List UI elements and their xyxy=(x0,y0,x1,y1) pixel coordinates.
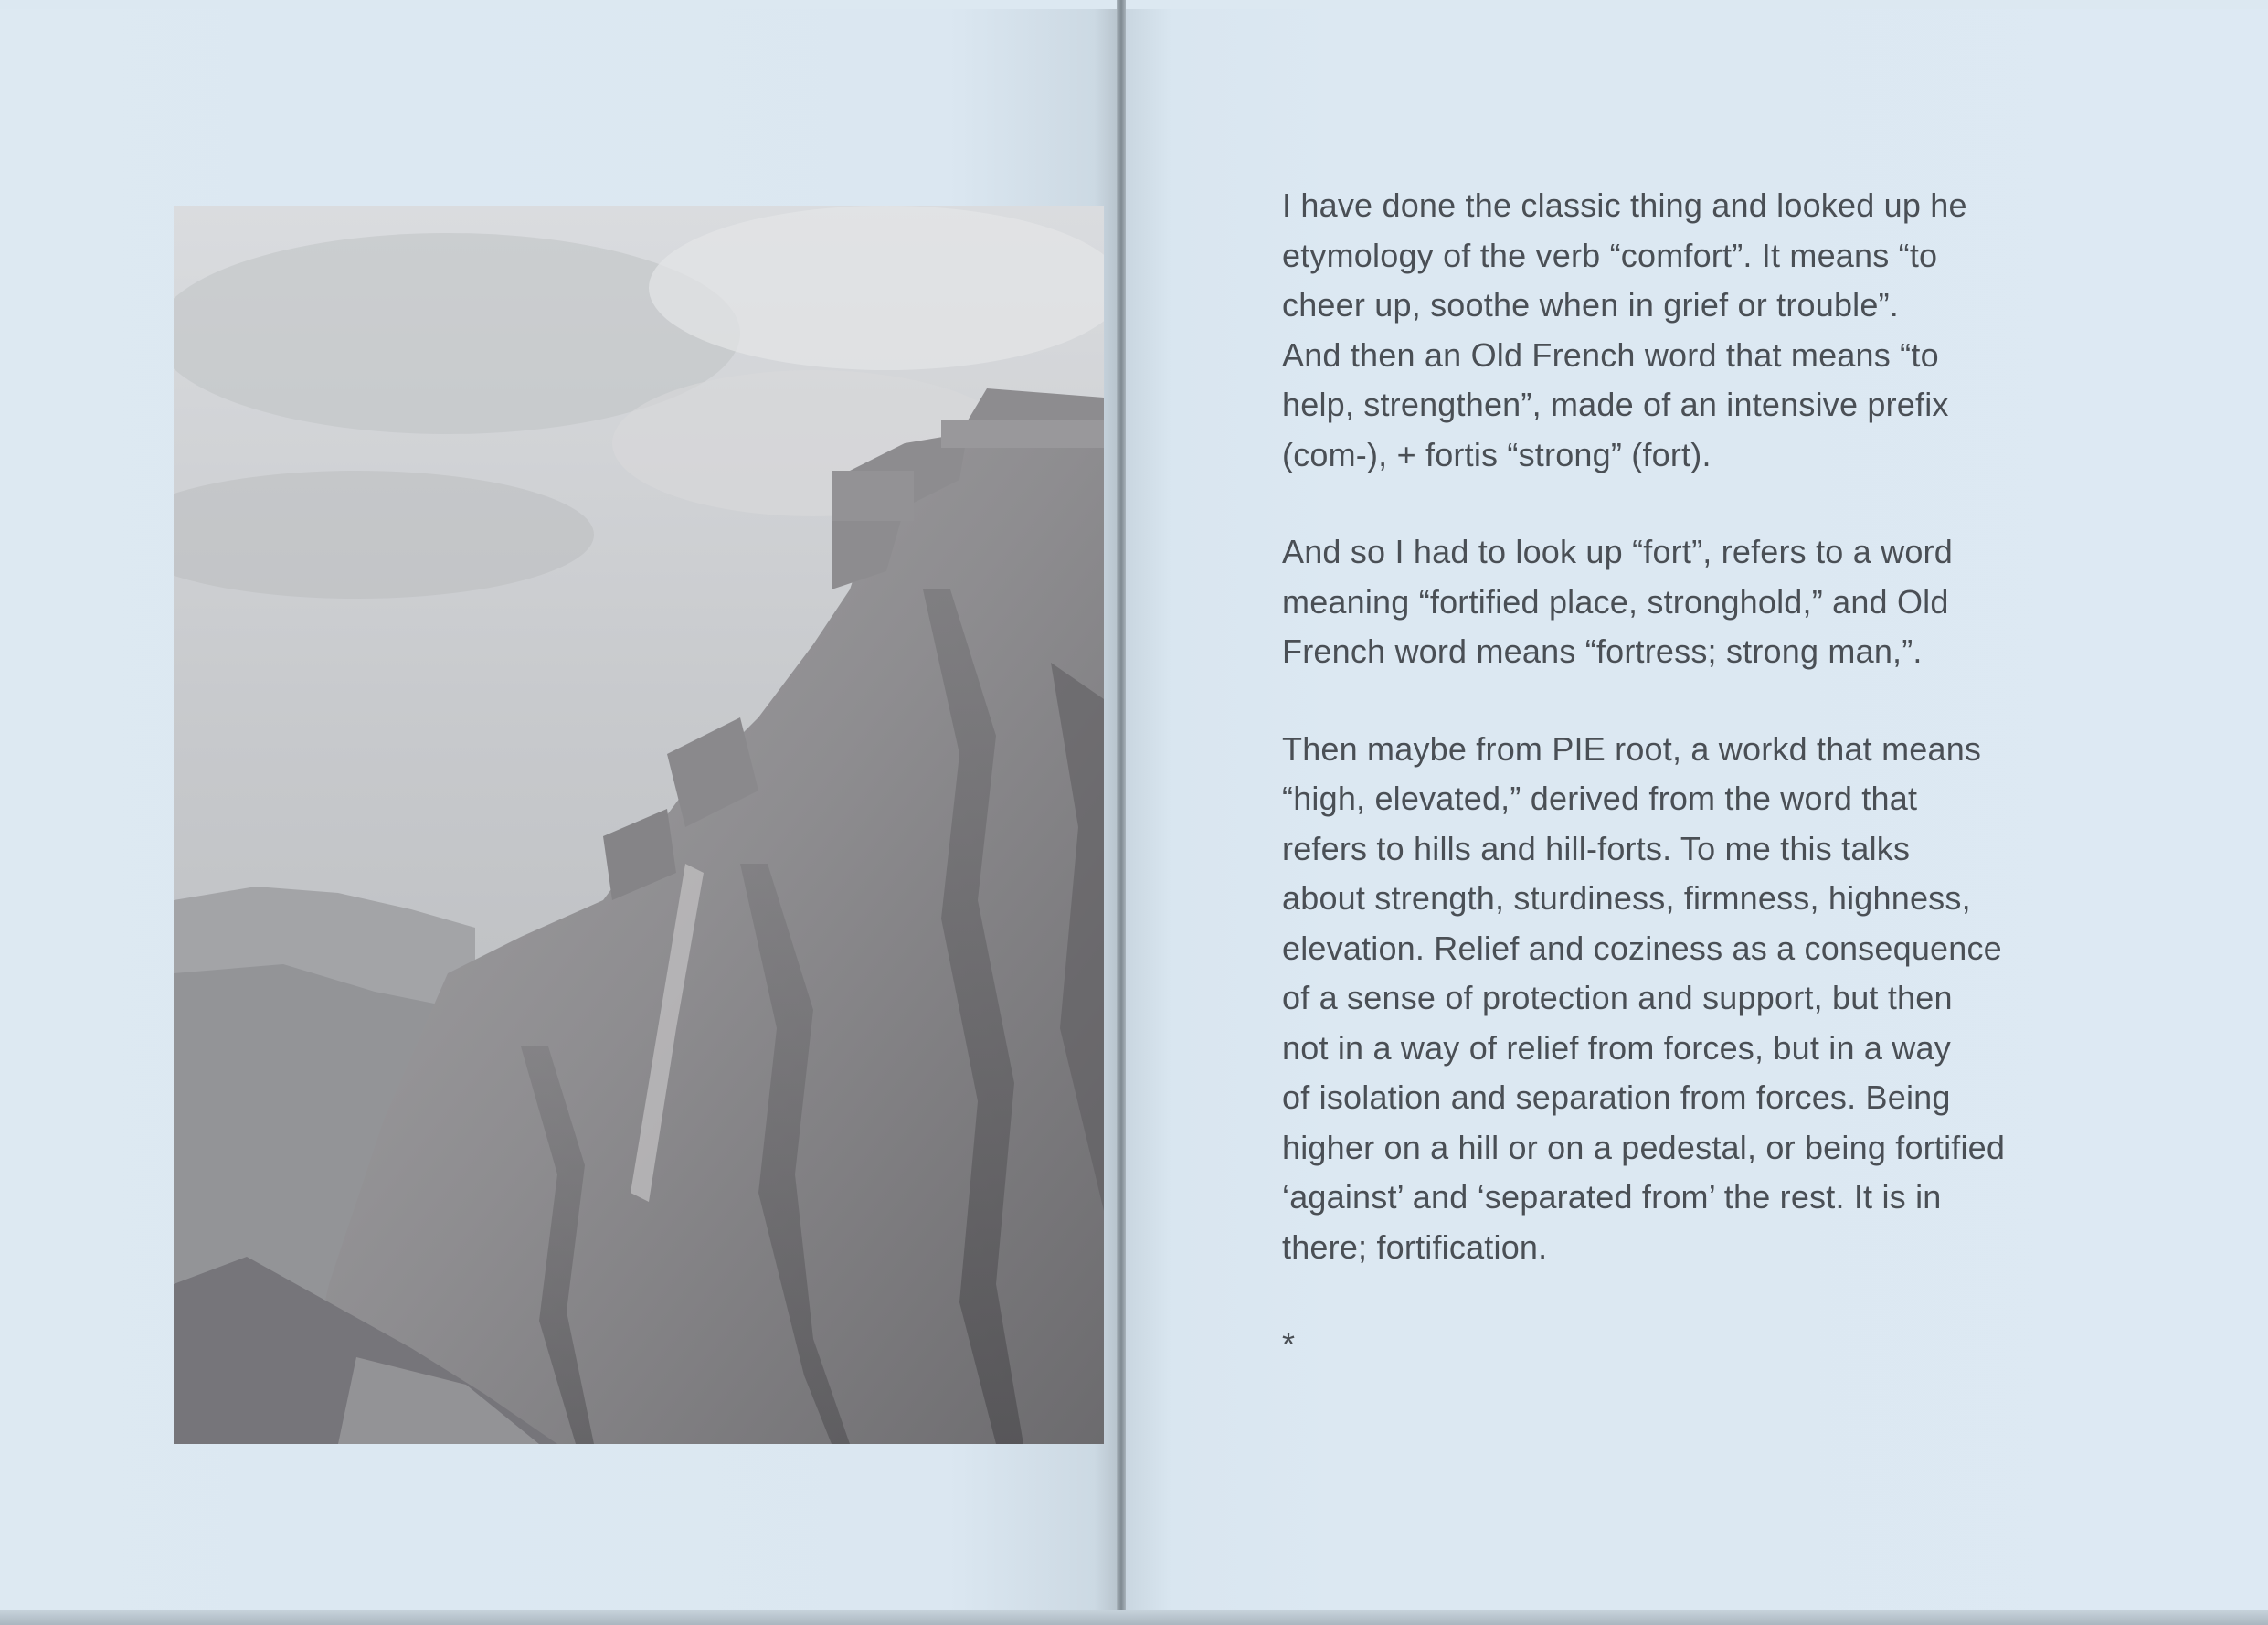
text-line: And then an Old French word that means “to xyxy=(1282,335,1939,374)
paragraph-3 xyxy=(1282,725,2086,1273)
text-line: there; fortification. xyxy=(1282,1227,1548,1266)
text-line: And so I had to look up “fort”, refers to a word xyxy=(1282,533,1953,570)
left-page xyxy=(0,9,1117,1610)
text-line: etymology of the verb “comfort”. It means “to xyxy=(1282,236,1938,274)
paragraph-2 xyxy=(1282,527,2086,677)
paragraph-1 xyxy=(1282,181,2086,480)
text-line: I have done the classic thing and looked up he xyxy=(1282,186,1967,224)
cliff-fortress-photo xyxy=(174,206,1104,1444)
text-line: higher on a hill or on a pedestal, or being fortified xyxy=(1282,1128,2006,1166)
text-line: refers to hills and hill-forts. To me this talks xyxy=(1282,829,1911,867)
text-line: help, strengthen”, made of an intensive prefix xyxy=(1282,386,1949,423)
text-line: “high, elevated,” derived from the word that xyxy=(1282,780,1918,817)
section-separator: * xyxy=(1282,1325,1296,1363)
text-line: meaning “fortified place, stronghold,” and Old xyxy=(1282,582,1949,621)
text-line: French word means “fortress; strong man,”. xyxy=(1282,632,1923,670)
text-line: (com-), + fortis “strong” (fort). xyxy=(1282,435,1712,473)
text-line: cheer up, soothe when in grief or trouble”. xyxy=(1282,286,1899,324)
text-line: not in a way of relief from forces, but in a way xyxy=(1282,1028,1951,1067)
page-bottom-edge xyxy=(0,1610,2268,1625)
text-line: elevation. Relief and coziness as a consequence xyxy=(1282,929,2002,967)
essay-text xyxy=(1282,181,2086,1370)
text-line: about strength, sturdiness, firmness, highness, xyxy=(1282,879,1971,917)
spine-gutter xyxy=(1117,0,1126,1625)
text-line: of a sense of protection and support, but then xyxy=(1282,979,1953,1016)
text-line: Then maybe from PIE root, a workd that means xyxy=(1282,729,1982,768)
text-line: of isolation and separation from forces. Being xyxy=(1282,1078,1951,1116)
text-line: ‘against’ and ‘separated from’ the rest. It is in xyxy=(1282,1178,1942,1216)
photo-illustration-icon xyxy=(174,206,1104,1444)
